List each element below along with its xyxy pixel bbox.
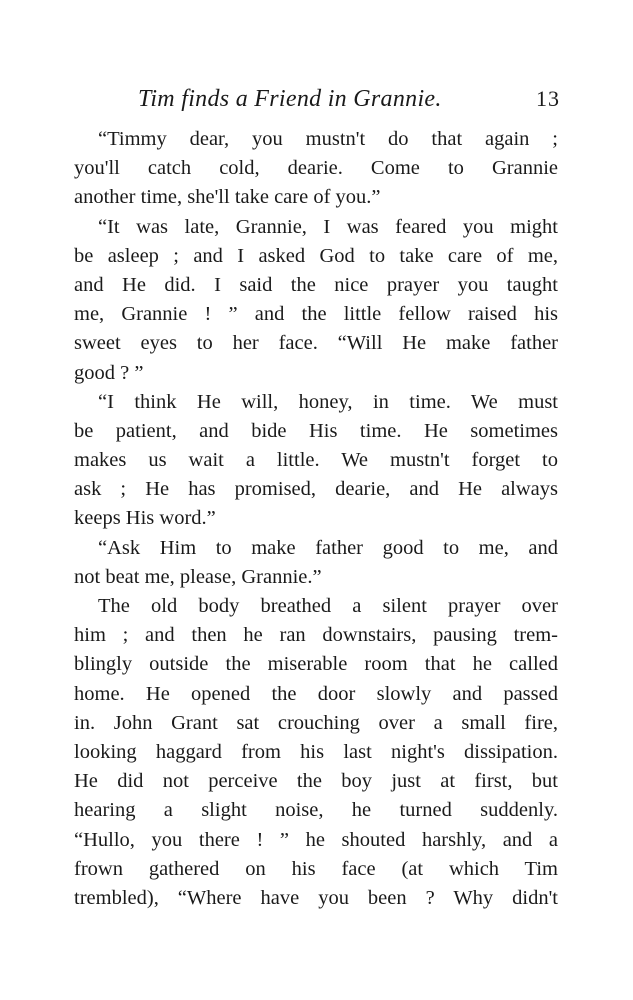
text-line: home. He opened the door slowly and passed — [74, 682, 558, 705]
text-line: another time, she'll take care of you.” — [74, 186, 381, 209]
text-line: keeps His word.” — [74, 507, 216, 530]
text-line: “Hullo, you there ! ” he shouted harshly, and a — [74, 828, 558, 851]
running-title: Tim finds a Friend in Grannie. — [138, 86, 442, 112]
text-line: blingly outside the miserable room that he called — [74, 653, 558, 676]
text-line: not beat me, please, Grannie.” — [74, 565, 322, 588]
body-text — [74, 125, 558, 913]
text-line: me, Grannie ! ” and the little fellow raised his — [74, 303, 558, 326]
text-line: The old body breathed a silent prayer over — [98, 595, 558, 617]
text-line: looking haggard from his last night's dissipation. — [74, 740, 558, 763]
text-line: frown gathered on his face (at which Tim — [74, 857, 558, 880]
text-line: ask ; He has promised, dearie, and He always — [74, 478, 558, 501]
text-line: “I think He will, honey, in time. We must — [98, 390, 558, 413]
text-line: makes us wait a little. We mustn't forget to — [74, 449, 558, 472]
page-number: 13 — [536, 86, 560, 111]
text-line: good ? ” — [74, 361, 144, 384]
text-line: be patient, and bide His time. He sometimes — [74, 419, 558, 442]
text-line: and He did. I said the nice prayer you taught — [74, 273, 558, 296]
text-line: be asleep ; and I asked God to take care of me, — [74, 244, 558, 267]
text-line: trembled), “Where have you been ? Why didn't — [74, 886, 558, 909]
text-line: him ; and then he ran downstairs, pausing trem- — [74, 624, 558, 647]
text-line: you'll catch cold, dearie. Come to Grannie — [74, 157, 558, 180]
text-line: He did not perceive the boy just at first, but — [74, 770, 558, 793]
text-line: sweet eyes to her face. “Will He make father — [74, 332, 558, 355]
text-line: “It was late, Grannie, I was feared you might — [98, 215, 558, 238]
running-head — [102, 86, 572, 118]
text-line: hearing a slight noise, he turned suddenly. — [74, 799, 558, 822]
text-line: “Ask Him to make father good to me, and — [98, 536, 558, 559]
text-line: “Timmy dear, you mustn't do that again ; — [98, 128, 558, 150]
text-line: in. John Grant sat crouching over a small fire, — [74, 711, 558, 734]
